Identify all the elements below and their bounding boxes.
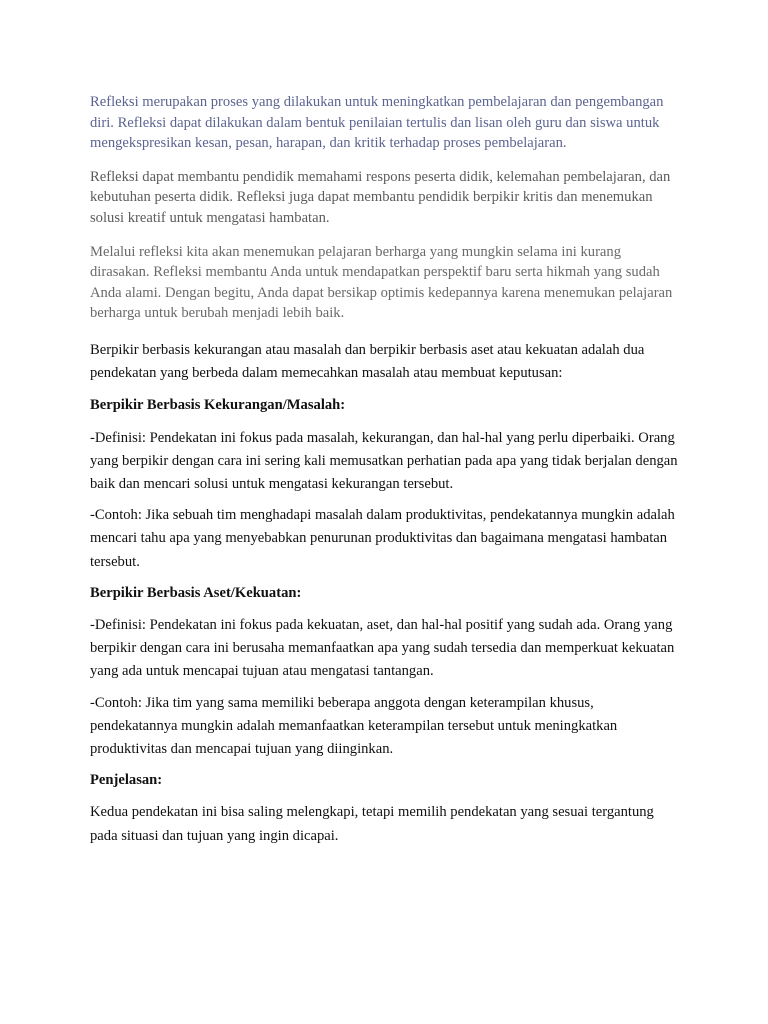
explanation-heading: Penjelasan: [90,772,163,789]
deficit-example: -Contoh: Jika sebuah tim menghadapi masalah dalam produktivitas, pendekatannya mungkin adalah mencari tahu apa yang menyebabkan penurunan produktivitas dan bagaimana mengatasi hambatan tersebut. [90,507,675,570]
reflection-paragraph-2: Refleksi dapat membantu pendidik memahami respons peserta didik, kelemahan pembelajaran, dan kebutuhan peserta didik. Refleksi juga dapat membantu pendidik berpikir kritis dan menemukan solusi kreatif untuk mengatasi hambatan. [90,168,671,226]
explanation-text: Kedua pendekatan ini bisa saling melengkapi, tetapi memilih pendekatan yang sesuai tergantung pada situasi dan tujuan yang ingin dicapai. [90,804,654,844]
reflection-paragraph-3: Melalui refleksi kita akan menemukan pelajaran berharga yang mungkin selama ini kurang dirasakan. Refleksi membantu Anda untuk mendapatkan perspektif baru serta hikmah yang sudah Anda alami. Dengan begitu, Anda dapat bersikap optimis kedepannya karena menemukan pelajaran berharga untuk berubah menjadi lebih baik. [90,243,673,322]
deficit-heading: Berpikir Berbasis Kekurangan/Masalah: [90,397,346,414]
asset-heading: Berpikir Berbasis Aset/Kekuatan: [90,584,302,601]
reflection-paragraph-1: Refleksi merupakan proses yang dilakukan untuk meningkatkan pembelajaran dan pengembangan diri. Refleksi dapat dilakukan dalam bentuk penilaian tertulis dan lisan oleh guru dan siswa untuk mengekspresikan kesan, pesan, harapan, dan kritik terhadap proses pembelajaran. [90,94,664,152]
asset-example: -Contoh: Jika tim yang sama memiliki beberapa anggota dengan keterampilan khusus, pendekatannya mungkin adalah memanfaatkan keterampilan tersebut untuk meningkatkan produktivitas dan mencapai tujuan yang diinginkan. [90,694,618,757]
intro-paragraph: Berpikir berbasis kekurangan atau masalah dan berpikir berbasis aset atau kekuatan adalah dua pendekatan yang berbeda dalam memecahkan masalah atau membuat keputusan: [90,341,645,382]
deficit-definition: -Definisi: Pendekatan ini fokus pada masalah, kekurangan, dan hal-hal yang perlu diperbaiki. Orang yang berpikir dengan cara ini sering kali memusatkan perhatian pada apa yang tidak berjalan dengan baik dan mencari solusi untuk mengatasi kekurangan tersebut. [90,429,678,492]
asset-definition: -Definisi: Pendekatan ini fokus pada kekuatan, aset, dan hal-hal positif yang sudah ada. Orang yang berpikir dengan cara ini berusaha memanfaatkan apa yang sudah tersedia dan memperkuat kekuatan yang ada untuk mencapai tujuan atau mengatasi tantangan. [90,616,675,680]
document-page [90,92,680,856]
